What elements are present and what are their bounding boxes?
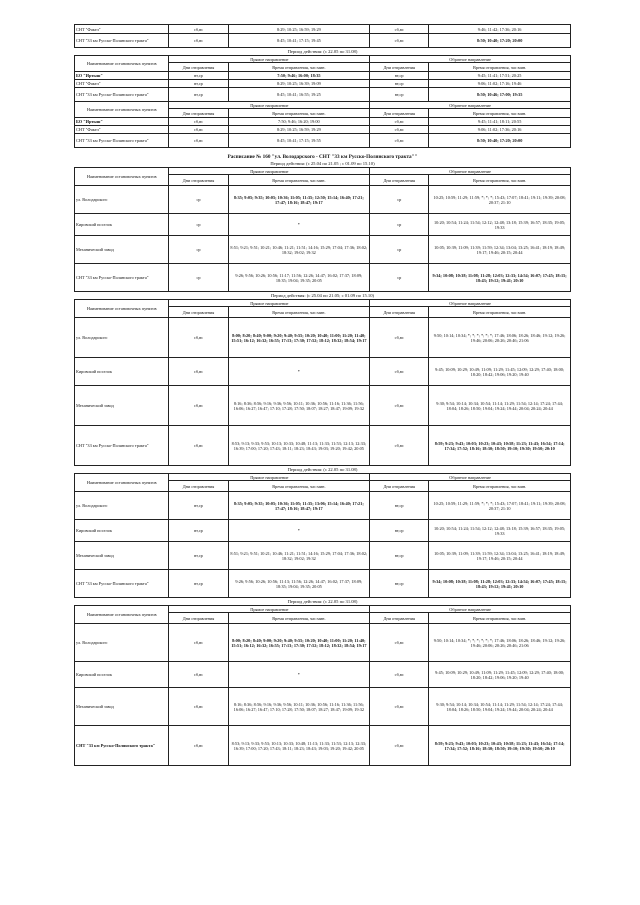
header-forward: Прямое направление	[169, 474, 370, 481]
header-times: Время отправления, час:мин.	[228, 481, 370, 492]
days: сб,вс	[169, 34, 228, 48]
stop-name: СНТ "Факел"	[75, 25, 169, 34]
days: вт,ср	[370, 80, 429, 88]
header-stops: Наименование остановочных пунктов	[75, 168, 169, 186]
times: 8:35; 9:05; 9:35; 10:05; 10:36; 11:05; 11:35; 13:06; 15:14; 16:40; 17:21; 17:47; 18:16; 18:47; 19:17	[228, 492, 370, 520]
stop-name: БО "Иртыш"	[75, 72, 169, 80]
stop-name: СНТ "33 км Русско-Полянского тракта"	[75, 264, 169, 292]
header-days: Дни отправления	[370, 63, 429, 72]
days: сб,вс	[169, 358, 228, 386]
header-times: Время отправления, час:мин.	[228, 307, 370, 318]
times: 10:05; 10:39; 11:09; 11:39; 11:59; 12:34; 13:04; 13:25; 16:41; 18:19; 18:49; 19:17; 19:46; 20:15; 20:44	[429, 542, 571, 570]
header-backward: Обратное направление	[370, 102, 571, 109]
table-row	[75, 426, 571, 466]
table-row	[75, 186, 571, 214]
table-row	[75, 264, 571, 292]
times: 8:51; 9:21; 9:51; 10:21; 10:46; 11:21; 11:51; 14:16; 15:29; 17:04; 17:36; 18:02; 18:32; 19:02; 19:32	[228, 542, 370, 570]
table-row	[75, 72, 571, 80]
days: сб,вс	[169, 386, 228, 426]
header-forward: Прямое направление	[169, 168, 370, 175]
times: 8:50; 10:40; 17:20; 20:00	[429, 34, 571, 48]
period-label: Период действия: (с 25.04 по 21.05; с 01.09 по 15.10)	[270, 293, 375, 298]
stop-name: СНТ "33 км Русско-Полянского тракта"	[75, 426, 169, 466]
header-times: Время отправления, час:мин.	[228, 109, 370, 118]
header-days: Дни отправления	[169, 175, 228, 186]
header-times: Время отправления, час:мин.	[429, 307, 571, 318]
times: 10:20; 10:54; 11:24; 11:54; 12:12; 12:48; 13:18; 15:39; 16:57; 18:35; 19:05; 19:33	[429, 520, 571, 542]
days: вт,ср	[370, 72, 429, 80]
header-stops: Наименование остановочных пунктов	[75, 300, 169, 318]
times: 8:51; 9:21; 9:51; 10:21; 10:46; 11:21; 11:51; 14:16; 15:29; 17:04; 17:36; 18:02; 18:32; 19:02; 19:32	[228, 236, 370, 264]
times: 10:25; 10:59; 11:29; 11:59; *; *; *; 15:43; 17:07; 18:41; 19:11; 19:39; 20:08; 20:37; 21:10	[429, 186, 571, 214]
table-row	[75, 570, 571, 598]
header-stops: Наименование остановочных пунктов	[75, 56, 169, 72]
stop-name: СНТ "33 км Русско-Полянского тракта"	[75, 88, 169, 102]
days: вт,ср	[370, 88, 429, 102]
days: ср	[370, 186, 429, 214]
days: вт,ср	[370, 492, 429, 520]
header-stops: Наименование остановочных пунктов	[75, 102, 169, 118]
table-row	[75, 126, 571, 134]
times: 8:29; 10:25; 16:59; 19:29	[228, 126, 370, 134]
times: 9:06; 11:02; 17:16; 19:46	[429, 80, 571, 88]
times: 8:16; 8:36; 8:56; 9:16; 9:36; 9:56; 10:11; 10:36; 10:56; 11:16; 11:36; 11:56; 16:06; 16:27; 16:47; 17:10; 17:28; 17:50; 18:07; 18:27; 18:47; 19:09; 19:32	[228, 688, 370, 726]
times: 8:00; 8:20; 8:40; 9:00; 9:20; 9:40; 9:55; 10:20; 10:40; 11:00; 11:20; 11:40; 15:51; 16:12; 16:32; 16:55; 17:13; 17:30; 17:52; 18:12; 18:32; 18:54; 19:17	[228, 624, 370, 662]
stop-name: Кировский поселок	[75, 214, 169, 236]
times: 9:45; 10:09; 10:29; 10:49; 11:09; 11:29; 11:45; 12:09; 12:29; 17:40; 18:00; 18:20; 18:42; 19:06; 19:20; 19:40	[429, 662, 571, 688]
times: *	[228, 520, 370, 542]
times: 8:59; 9:23; 9:43; 10:03; 10:23; 10:43; 10:58; 11:23; 11:43; 16:54; 17:14; 17:34; 17:52; 18:16; 18:30; 18:50; 19:10; 19:30; 19:50; 20:10	[429, 426, 571, 466]
header-times: Время отправления, час:мин.	[429, 481, 571, 492]
header-days: Дни отправления	[370, 307, 429, 318]
period-label: Период действия: (с 22.05 по 31.08)	[287, 599, 358, 604]
days: сб,вс	[370, 662, 429, 688]
stop-name: ул. Володарского	[75, 318, 169, 358]
days: вт,ср	[169, 492, 228, 520]
days: вт,ср	[169, 88, 228, 102]
times: 9:50; 10:14; 10:34; *; *; *; *; *; *; 17:46; 18:06; 18:26; 18:46; 19:12; 19:26; 19:46; 20:06; 20:26; 20:46; 21:06	[429, 624, 571, 662]
table-row	[75, 520, 571, 542]
times: 9:06; 11:02; 17:36; 20:16	[429, 126, 571, 134]
header-days: Дни отправления	[370, 481, 429, 492]
days: сб,вс	[169, 118, 228, 126]
times: 10:05; 10:39; 11:09; 11:39; 11:59; 12:34; 13:04; 13:25; 16:41; 18:19; 18:49; 19:17; 19:46; 20:15; 20:44	[429, 236, 571, 264]
times: *	[228, 662, 370, 688]
stop-name: Механический завод	[75, 236, 169, 264]
times: 8:45; 10:41; 16:55; 19:25	[228, 88, 370, 102]
days: вт,ср	[169, 80, 228, 88]
stop-name: ул. Володарского	[75, 624, 169, 662]
stop-name: СНТ "Факел"	[75, 126, 169, 134]
days: сб,вс	[370, 624, 429, 662]
stop-name: Кировский поселок	[75, 662, 169, 688]
times: 9:30; 9:54; 10:14; 10:34; 10:54; 11:14; 11:29; 11:54; 12:14; 17:24; 17:44; 18:04; 18:26; 18:50; 19:04; 19:24; 19:44; 20:04; 20:24; 20:44	[429, 386, 571, 426]
header-days: Дни отправления	[370, 613, 429, 624]
days: сб,вс	[370, 688, 429, 726]
times: 7:50; 9:46; 16:20; 19:00	[228, 118, 370, 126]
header-days: Дни отправления	[169, 613, 228, 624]
table-row	[75, 688, 571, 726]
table-row	[75, 25, 571, 34]
table-p1	[74, 55, 571, 148]
days: вт,ср	[169, 542, 228, 570]
period-label: Период действия: (с 22.05 по 31.08)	[287, 49, 358, 54]
days: ср	[169, 236, 228, 264]
header-stops: Наименование остановочных пунктов	[75, 606, 169, 624]
days: ср	[169, 264, 228, 292]
days: сб,вс	[370, 126, 429, 134]
days: сб,вс	[370, 25, 429, 34]
period-label: Период действия: (с 25.04 по 21.05 ; с 01.09 по 15.10)	[270, 161, 375, 166]
times: 9:46; 11:42; 17:36; 20:16	[429, 25, 571, 34]
days: сб,вс	[169, 726, 228, 766]
days: ср	[370, 236, 429, 264]
header-forward: Прямое направление	[169, 56, 370, 63]
times: 8:45; 10:41; 17:15; 19:55	[228, 134, 370, 148]
header-days: Дни отправления	[370, 175, 429, 186]
days: сб,вс	[169, 318, 228, 358]
table-row	[75, 88, 571, 102]
header-backward: Обратное направление	[370, 300, 571, 307]
table-row	[75, 34, 571, 48]
days: сб,вс	[169, 662, 228, 688]
times: 9:34; 10:08; 10:38; 11:08; 11:28; 12:03; 12:33; 14:54; 16:07; 17:45; 18:15; 18:43; 19:12; 19:41; 20:10	[429, 264, 571, 292]
header-times: Время отправления, час:мин.	[228, 63, 370, 72]
times: 8:35; 9:05; 9:35; 10:05; 10:36; 11:05; 11:35; 12:50; 15:14; 16:40; 17:21; 17:47; 18:16; 18:47; 19:17	[228, 186, 370, 214]
header-days: Дни отправления	[370, 109, 429, 118]
table-row	[75, 726, 571, 766]
days: вт,ср	[169, 520, 228, 542]
times: 9:50; 10:14; 10:34; *; *; *; *; *; *; 17:46; 18:06; 18:26; 18:46; 19:12; 19:26; 19:46; 20:06; 20:26; 20:46; 21:06	[429, 318, 571, 358]
header-forward: Прямое направление	[169, 606, 370, 613]
times: 9:30; 9:54; 10:14; 10:34; 10:54; 11:14; 11:29; 11:54; 12:14; 17:24; 17:44; 18:04; 18:26; 18:50; 19:04; 19:24; 19:44; 20:04; 20:24; 20:44	[429, 688, 571, 726]
header-days: Дни отправления	[169, 307, 228, 318]
table-row	[75, 386, 571, 426]
times: 9:45; 11:41; 17:51; 20:25	[429, 72, 571, 80]
table-row	[75, 542, 571, 570]
table-row	[75, 118, 571, 126]
stop-name: БО "Иртыш"	[75, 118, 169, 126]
days: сб,вс	[370, 726, 429, 766]
days: сб,вс	[169, 134, 228, 148]
header-times: Время отправления, час:мин.	[429, 109, 571, 118]
header-forward: Прямое направление	[169, 102, 370, 109]
times: 8:50; 10:46; 17:00; 19:35	[429, 88, 571, 102]
stop-name: ул. Володарского	[75, 492, 169, 520]
times: 9:45; 10:09; 10:29; 10:49; 11:09; 11:29; 11:45; 12:09; 12:29; 17:40; 18:00; 18:20; 18:42; 19:06; 19:20; 19:40	[429, 358, 571, 386]
stop-name: Кировский поселок	[75, 520, 169, 542]
schedule-title: Расписание № 160 "ул. Володарского - СНТ "33 км Русско-Полянского тракта""	[227, 154, 418, 160]
days: вт,ср	[169, 570, 228, 598]
stop-name: ул. Володарского	[75, 186, 169, 214]
table-b4	[74, 605, 571, 766]
stop-name: СНТ "Факел"	[75, 80, 169, 88]
days: вт,ср	[370, 520, 429, 542]
table-row	[75, 358, 571, 386]
days: сб,вс	[370, 358, 429, 386]
days: сб,вс	[370, 386, 429, 426]
stop-name: СНТ "33 км Русско-Полянского тракта"	[75, 570, 169, 598]
header-forward: Прямое направление	[169, 300, 370, 307]
table-row	[75, 318, 571, 358]
header-times: Время отправления, час:мин.	[228, 175, 370, 186]
times: 8:00; 8:20; 8:40; 9:00; 9:20; 9:40; 9:55; 10:20; 10:40; 11:00; 11:20; 11:40; 15:51; 16:12; 16:32; 16:55; 17:13; 17:30; 17:52; 18:12; 18:32; 18:54; 19:17	[228, 318, 370, 358]
days: сб,вс	[370, 426, 429, 466]
table-b2	[74, 299, 571, 466]
days: сб,вс	[370, 118, 429, 126]
days: сб,вс	[370, 134, 429, 148]
table-row	[75, 80, 571, 88]
times: 8:45; 10:41; 17:15; 19:45	[228, 34, 370, 48]
days: сб,вс	[169, 25, 228, 34]
table-row	[75, 624, 571, 662]
times: 8:29; 10:25; 16:59; 19:29	[228, 25, 370, 34]
times: 8:53; 9:13; 9:33; 9:53; 10:13; 10:33; 10:48; 11:13; 11:33; 11:53; 12:13; 12:33; 16:39; 17:00; 17:20; 17:43; 18:11; 18:23; 18:43; 19:03; 19:20; 19:42; 20:05	[228, 726, 370, 766]
times: 7:50; 9:46; 16:00; 18:35	[228, 72, 370, 80]
header-times: Время отправления, час:мин.	[228, 613, 370, 624]
table-row	[75, 134, 571, 148]
days: сб,вс	[169, 624, 228, 662]
days: ср	[169, 186, 228, 214]
table-row	[75, 214, 571, 236]
times: 9:26; 9:56; 10:26; 10:56; 11:13; 11:56; 12:26; 14:47; 16:02; 17:37; 18:09; 18:35; 19:04; 19:35; 20:05	[228, 570, 370, 598]
header-backward: Обратное направление	[370, 474, 571, 481]
header-times: Время отправления, час:мин.	[429, 175, 571, 186]
table-row	[75, 236, 571, 264]
times: 8:16; 8:36; 8:56; 9:16; 9:36; 9:56; 10:11; 10:36; 10:56; 11:16; 11:36; 11:56; 16:06; 16:27; 16:47; 17:10; 17:28; 17:50; 18:07; 18:27; 18:47; 19:09; 19:32	[228, 386, 370, 426]
days: ср	[169, 214, 228, 236]
days: ср	[370, 264, 429, 292]
header-days: Дни отправления	[169, 481, 228, 492]
days: сб,вс	[169, 126, 228, 134]
days: ср	[370, 214, 429, 236]
times: 10:20; 10:54; 11:24; 11:54; 12:12; 12:48; 13:18; 15:39; 16:57; 18:35; 19:05; 19:33	[429, 214, 571, 236]
times: *	[228, 214, 370, 236]
table-b3	[74, 473, 571, 598]
days: вт,ср	[370, 542, 429, 570]
times: 8:29; 10:25; 16:39; 19:09	[228, 80, 370, 88]
header-days: Дни отправления	[169, 109, 228, 118]
header-backward: Обратное направление	[370, 56, 571, 63]
header-times: Время отправления, час:мин.	[429, 613, 571, 624]
times: *	[228, 358, 370, 386]
header-times: Время отправления, час:мин.	[429, 63, 571, 72]
timetable-page	[74, 24, 571, 766]
table-row	[75, 662, 571, 688]
days: сб,вс	[370, 34, 429, 48]
times: 8:59; 9:23; 9:43; 10:03; 10:23; 10:43; 10:58; 11:23; 11:43; 16:54; 17:14; 17:34; 17:52; 18:16; 18:30; 18:50; 19:10; 19:30; 19:50; 20:10	[429, 726, 571, 766]
times: 9:45; 11:41; 18:11; 20:55	[429, 118, 571, 126]
header-stops: Наименование остановочных пунктов	[75, 474, 169, 492]
days: вт,ср	[370, 570, 429, 598]
times: 9:34; 10:08; 10:38; 11:08; 11:28; 12:03; 12:33; 14:54; 16:07; 17:45; 18:15; 18:43; 19:12; 19:41; 20:10	[429, 570, 571, 598]
times: 9:26; 9:56; 10:26; 10:56; 11:17; 11:56; 12:26; 14:47; 16:02; 17:37; 18:09; 18:35; 19:04; 19:35; 20:05	[228, 264, 370, 292]
header-backward: Обратное направление	[370, 168, 571, 175]
header-backward: Обратное направление	[370, 606, 571, 613]
stop-name: СНТ "33 км Русско-Полянского тракта"	[75, 34, 169, 48]
days: сб,вс	[169, 688, 228, 726]
times: 8:53; 9:13; 9:33; 9:53; 10:13; 10:33; 10:48; 11:13; 11:33; 11:53; 12:13; 12:33; 16:39; 17:00; 17:20; 17:43; 18:11; 18:23; 18:43; 19:03; 19:20; 19:42; 20:05	[228, 426, 370, 466]
stop-name: СНТ "33 км Русско-Полянского тракта"	[75, 134, 169, 148]
times: 8:50; 10:40; 17:20; 20:00	[429, 134, 571, 148]
days: вт,ср	[169, 72, 228, 80]
days: сб,вс	[370, 318, 429, 358]
table-b1	[74, 167, 571, 292]
stop-name: Механический завод	[75, 386, 169, 426]
stop-name: Кировский поселок	[75, 358, 169, 386]
table-fragment-top	[74, 24, 571, 48]
times: 10:25; 10:59; 11:29; 11:59; *; *; *; 15:43; 17:07; 18:41; 19:11; 19:39; 20:08; 20:37; 21:10	[429, 492, 571, 520]
header-days: Дни отправления	[169, 63, 228, 72]
stop-name: Механический завод	[75, 688, 169, 726]
period-label: Период действия: (с 22.05 по 31.08)	[287, 467, 358, 472]
table-row	[75, 492, 571, 520]
stop-name: СНТ "33 км Русско-Полянского тракта"	[75, 726, 169, 766]
days: сб,вс	[169, 426, 228, 466]
stop-name: Механический завод	[75, 542, 169, 570]
